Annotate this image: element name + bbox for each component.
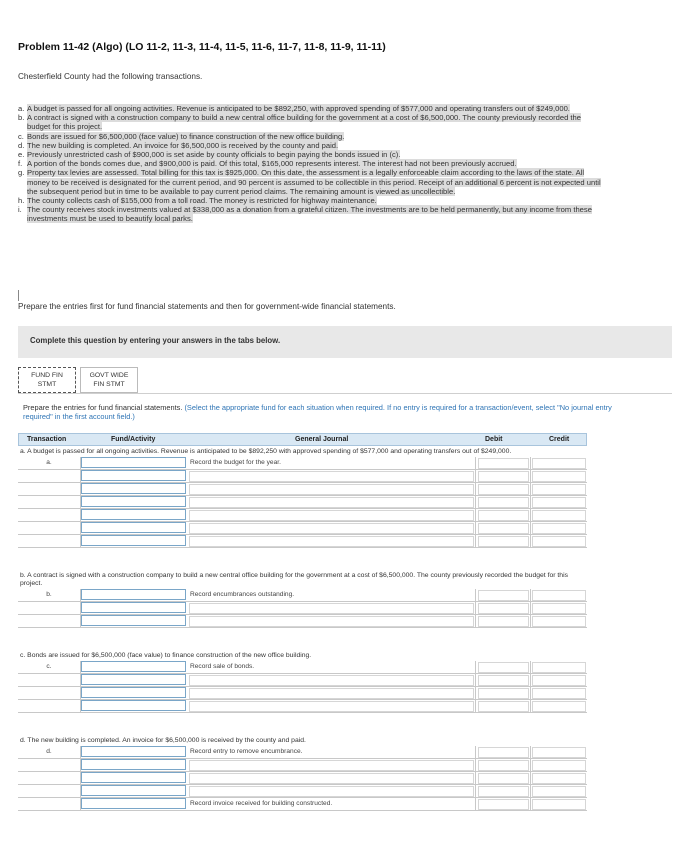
journal-row xyxy=(18,615,587,628)
tab-fund-fin-stmt[interactable] xyxy=(18,367,76,393)
fund-select[interactable] xyxy=(81,785,186,796)
journal-row xyxy=(18,535,587,548)
header-debit: Debit xyxy=(485,436,503,443)
debit-input[interactable] xyxy=(478,510,529,521)
journal-row xyxy=(18,496,587,509)
journal-note: Record encumbrances outstanding. xyxy=(188,589,476,601)
instruction-banner-text: Complete this question by entering your answers in the tabs below. xyxy=(30,336,281,345)
tab-instructions: Prepare the entries for fund financial statements. (Select the appropriate fund for each situation when required. If no entry is required for a transaction/event, select "No journal entry required" in the first account field.) xyxy=(23,403,612,421)
transaction-item: i. The county receives stock investments valued at $338,000 as a donation from a grateful citizen. The investments are to be held permanently, but any income from these investments must be used to beautify local parks. xyxy=(18,205,592,224)
journal-row xyxy=(18,785,587,798)
transaction-item: e. Previously unrestricted cash of $900,000 is set aside by county officials to begin paying the bonds issued in (c). xyxy=(18,150,401,160)
fund-select[interactable] xyxy=(81,615,186,626)
fund-select[interactable] xyxy=(81,589,186,600)
section-description: a. A budget is passed for all ongoing activities. Revenue is anticipated to be $892,250 with approved spending of $577,000 and operating transfers out of $249,000. xyxy=(20,448,512,455)
fund-select[interactable] xyxy=(81,772,186,783)
journal-row xyxy=(18,772,587,785)
journal-header xyxy=(18,433,587,446)
transaction-item: g. Property tax levies are assessed. Total billing for this tax is $925,000. On this date, the assessment is a legally enforceable claim according to the laws of the state. All money to be received is designated for the current period, and 90 percent is assumed to be collectible in this period. Receipt of an additional 6 percent is not expected until the subsequent period but in time to be available to pay current period claims. The remaining amount is viewed as uncollectible. xyxy=(18,168,601,196)
journal-note: Record the budget for the year. xyxy=(188,457,476,469)
credit-input[interactable] xyxy=(532,760,586,771)
debit-input[interactable] xyxy=(478,458,529,469)
fund-select[interactable] xyxy=(81,496,186,507)
debit-input[interactable] xyxy=(478,786,529,797)
transaction-list xyxy=(18,104,603,224)
debit-input[interactable] xyxy=(478,603,529,614)
debit-input[interactable] xyxy=(478,523,529,534)
transaction-item: h. The county collects cash of $155,000 from a toll road. The money is restricted for highway maintenance. xyxy=(18,196,377,206)
credit-input[interactable] xyxy=(532,773,586,784)
journal-row xyxy=(18,661,587,674)
debit-input[interactable] xyxy=(478,471,529,482)
transaction-item: b. A contract is signed with a construction company to build a new central office building for the government at a cost of $6,500,000. The county previously recorded the budget for this project. xyxy=(18,113,581,132)
journal-row xyxy=(18,470,587,483)
journal-row xyxy=(18,457,587,470)
journal-row xyxy=(18,700,587,713)
transaction-item: c. Bonds are issued for $6,500,000 (face value) to finance construction of the new office building. xyxy=(18,131,345,141)
fund-select[interactable] xyxy=(81,483,186,494)
credit-input[interactable] xyxy=(532,471,586,482)
credit-input[interactable] xyxy=(532,675,586,686)
account-input[interactable] xyxy=(189,603,474,614)
journal-note: Record sale of bonds. xyxy=(188,661,476,673)
journal-row xyxy=(18,602,587,615)
transaction-cell: b. xyxy=(18,589,81,601)
fund-select[interactable] xyxy=(81,798,186,809)
account-input[interactable] xyxy=(189,536,474,547)
debit-input[interactable] xyxy=(478,536,529,547)
journal-row xyxy=(18,589,587,602)
fund-select[interactable] xyxy=(81,522,186,533)
debit-input[interactable] xyxy=(478,662,529,673)
credit-input[interactable] xyxy=(532,662,586,673)
credit-input[interactable] xyxy=(532,484,586,495)
account-input[interactable] xyxy=(189,471,474,482)
debit-input[interactable] xyxy=(478,616,529,627)
tab-label: FIN STMT xyxy=(93,381,125,388)
fund-select[interactable] xyxy=(81,457,186,468)
prepare-text: Prepare the entries first for fund financial statements and then for government-wide financial statements. xyxy=(18,302,396,311)
fund-select[interactable] xyxy=(81,470,186,481)
credit-input[interactable] xyxy=(532,523,586,534)
section-description: b. A contract is signed with a construction company to build a new central office building for the government at a cost of $6,500,000. The county previously recorded the budget for this project. xyxy=(20,572,568,587)
text-cursor xyxy=(18,290,19,301)
debit-input[interactable] xyxy=(478,675,529,686)
account-input[interactable] xyxy=(189,523,474,534)
debit-input[interactable] xyxy=(478,701,529,712)
transaction-cell: c. xyxy=(18,661,81,673)
credit-input[interactable] xyxy=(532,701,586,712)
fund-select[interactable] xyxy=(81,759,186,770)
transaction-item: d. The new building is completed. An invoice for $6,500,000 is received by the county and paid. xyxy=(18,140,339,150)
journal-row xyxy=(18,746,587,759)
debit-input[interactable] xyxy=(478,747,529,758)
credit-input[interactable] xyxy=(532,799,586,810)
journal-note: Record entry to remove encumbrance. xyxy=(188,746,476,758)
header-fund: Fund/Activity xyxy=(111,436,156,443)
intro-text: Chesterfield County had the following transactions. xyxy=(18,72,203,81)
tab-panel xyxy=(18,393,672,851)
tab-label: GOVT WIDE xyxy=(89,372,129,379)
debit-input[interactable] xyxy=(478,799,529,810)
fund-select[interactable] xyxy=(81,687,186,698)
credit-input[interactable] xyxy=(532,616,586,627)
debit-input[interactable] xyxy=(478,760,529,771)
header-credit: Credit xyxy=(549,436,570,443)
fund-select[interactable] xyxy=(81,535,186,546)
debit-input[interactable] xyxy=(478,590,529,601)
transaction-item: f. A portion of the bonds comes due, and $900,000 is paid. Of this total, $165,000 represents interest. The interest had not been previously accrued. xyxy=(18,159,517,169)
account-input[interactable] xyxy=(189,773,474,784)
fund-select[interactable] xyxy=(81,700,186,711)
header-transaction: Transaction xyxy=(27,436,67,443)
transaction-cell: d. xyxy=(18,746,81,758)
credit-input[interactable] xyxy=(532,536,586,547)
debit-input[interactable] xyxy=(478,773,529,784)
account-input[interactable] xyxy=(189,760,474,771)
page-title: Problem 11-42 (Algo) (LO 11-2, 11-3, 11-4, 11-5, 11-6, 11-7, 11-8, 11-9, 11-11) xyxy=(18,41,386,53)
account-input[interactable] xyxy=(189,688,474,699)
header-journal: General Journal xyxy=(295,436,349,443)
debit-input[interactable] xyxy=(478,688,529,699)
debit-input[interactable] xyxy=(478,497,529,508)
account-input[interactable] xyxy=(189,484,474,495)
account-input[interactable] xyxy=(189,510,474,521)
credit-input[interactable] xyxy=(532,510,586,521)
credit-input[interactable] xyxy=(532,497,586,508)
journal-row xyxy=(18,674,587,687)
journal-table xyxy=(18,433,587,811)
fund-select[interactable] xyxy=(81,661,186,672)
tab-label: STMT xyxy=(37,381,57,388)
fund-select[interactable] xyxy=(81,602,186,613)
tab-govt-wide-fin-stmt[interactable] xyxy=(80,367,138,393)
credit-input[interactable] xyxy=(532,786,586,797)
section-description: d. The new building is completed. An invoice for $6,500,000 is received by the county and paid. xyxy=(20,737,306,744)
tab-label: FUND FIN xyxy=(31,372,63,379)
journal-row xyxy=(18,798,587,811)
credit-input[interactable] xyxy=(532,458,586,469)
fund-select[interactable] xyxy=(81,509,186,520)
section-description: c. Bonds are issued for $6,500,000 (face value) to finance construction of the new office building. xyxy=(20,652,312,659)
transaction-item: a. A budget is passed for all ongoing activities. Revenue is anticipated to be $892,250, with approved spending of $577,000 and operating transfers out of $249,000. xyxy=(18,104,570,113)
account-input[interactable] xyxy=(189,701,474,712)
journal-row xyxy=(18,522,587,535)
journal-note: Record invoice received for building constructed. xyxy=(188,798,476,810)
account-input[interactable] xyxy=(189,675,474,686)
debit-input[interactable] xyxy=(478,484,529,495)
journal-row xyxy=(18,759,587,772)
journal-row xyxy=(18,687,587,700)
fund-select[interactable] xyxy=(81,674,186,685)
credit-input[interactable] xyxy=(532,590,586,601)
fund-select[interactable] xyxy=(81,746,186,757)
credit-input[interactable] xyxy=(532,688,586,699)
account-input[interactable] xyxy=(189,786,474,797)
account-input[interactable] xyxy=(189,616,474,627)
credit-input[interactable] xyxy=(532,747,586,758)
instruction-banner xyxy=(18,326,672,358)
credit-input[interactable] xyxy=(532,603,586,614)
journal-row xyxy=(18,483,587,496)
journal-row xyxy=(18,509,587,522)
transaction-cell: a. xyxy=(18,457,81,469)
account-input[interactable] xyxy=(189,497,474,508)
